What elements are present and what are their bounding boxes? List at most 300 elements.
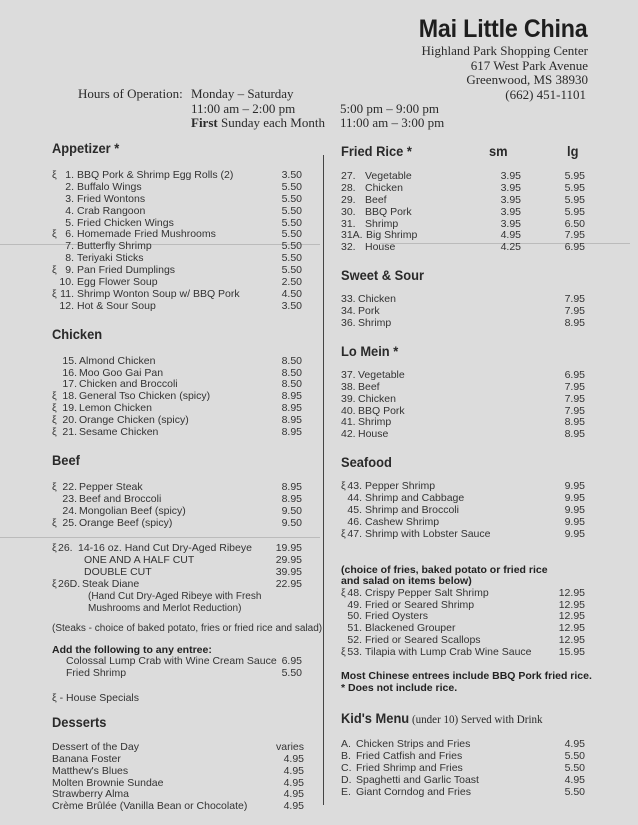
item-number: 18. <box>62 390 77 403</box>
item-price: 5.50 <box>281 228 302 241</box>
menu-item <box>341 195 591 207</box>
kids-menu-title: Kid's Menu <box>341 710 410 727</box>
item-name: Shrimp <box>358 317 392 330</box>
item-number: 4. <box>65 204 74 217</box>
item-price-large: 5.95 <box>564 170 585 182</box>
item-number: B. <box>341 749 351 762</box>
item-price: 4.95 <box>283 752 304 765</box>
item-name: Vegetable <box>358 368 405 381</box>
item-number: 8. <box>65 252 74 265</box>
hours-days: Monday – Saturday <box>191 86 294 101</box>
section-title-chicken: Chicken <box>52 325 103 342</box>
item-price: 7.95 <box>564 305 585 318</box>
item-number: 11. <box>60 287 74 300</box>
item-name: Colossal Lump Crab with Wine Cream Sauce <box>66 655 277 668</box>
addon-list <box>52 656 308 680</box>
item-price: 5.50 <box>281 252 302 265</box>
item-price-large: 5.95 <box>564 193 585 206</box>
item-name: Buffalo Wings <box>77 180 142 193</box>
item-name: House <box>358 428 389 441</box>
item-number: 52. <box>347 634 362 647</box>
choice-note-line: and salad on items below) <box>341 575 472 588</box>
item-number: 10. <box>59 276 74 289</box>
item-number: 27. <box>341 170 356 182</box>
item-name: Spaghetti and Garlic Toast <box>356 773 479 786</box>
item-name: Mongolian Beef (spicy) <box>79 504 186 517</box>
item-number: 25. <box>62 516 77 529</box>
item-name: Chicken <box>358 293 396 306</box>
item-price: 8.50 <box>281 354 302 367</box>
item-price: 4.95 <box>283 776 304 789</box>
item-number: 50. <box>347 610 362 623</box>
house-special-icon: ξ <box>52 402 57 415</box>
item-price: 15.95 <box>558 646 585 659</box>
item-price: 8.50 <box>281 366 302 379</box>
item-price: 8.95 <box>564 317 585 330</box>
item-price-small: 3.95 <box>500 193 521 206</box>
item-name: Sesame Chicken <box>79 426 159 439</box>
item-price: 4.95 <box>283 800 304 813</box>
item-price: 4.50 <box>281 287 302 300</box>
item-price-large: 6.50 <box>564 217 585 230</box>
menu-item <box>52 766 308 778</box>
item-number: E. <box>341 785 351 798</box>
item-name: Big Shrimp <box>366 229 418 242</box>
item-price: 29.95 <box>275 554 302 567</box>
item-number: 16. <box>62 366 77 379</box>
item-number: 32. <box>341 241 356 254</box>
item-price: 5.50 <box>281 216 302 229</box>
item-price: 12.95 <box>558 586 585 599</box>
item-number: 36. <box>341 317 356 330</box>
item-name: Chicken <box>365 181 403 194</box>
item-name: Hot & Sour Soup <box>77 299 156 312</box>
menu-item <box>341 183 591 195</box>
fried-rice-header <box>341 143 591 159</box>
hours-dinner: 5:00 pm – 9:00 pm <box>340 100 439 116</box>
house-special-icon: ξ <box>52 264 57 277</box>
dessert-list <box>52 742 308 813</box>
menu-item <box>52 427 308 439</box>
item-name: Chicken and Broccoli <box>79 378 178 391</box>
item-number: 43. <box>347 480 362 493</box>
item-name: Crab Rangoon <box>77 204 146 217</box>
item-price: 19.95 <box>275 542 302 555</box>
fried-rice-list <box>341 171 591 254</box>
item-price: 8.95 <box>281 426 302 439</box>
item-price: varies <box>275 740 304 753</box>
item-name: Fried or Seared Scallops <box>365 634 481 647</box>
item-name: Fried Chicken Wings <box>77 216 174 229</box>
item-name: Shrimp Wonton Soup w/ BBQ Pork <box>77 287 240 300</box>
rice-note-line: Most Chinese entrees include BBQ Pork fried rice. <box>341 670 592 683</box>
item-number: 38. <box>341 380 356 393</box>
house-special-legend: ξ - House Specials <box>52 691 139 704</box>
hours-sunday <box>191 116 325 131</box>
kids-menu-subtitle: (under 10) Served with Drink <box>409 712 543 727</box>
item-number: 22. <box>62 480 77 493</box>
item-number: 39. <box>341 392 356 405</box>
item-name: Tilapia with Lump Crab Wine Sauce <box>365 646 532 659</box>
item-name: Moo Goo Gai Pan <box>79 366 164 379</box>
item-price: 8.95 <box>564 428 585 441</box>
house-special-icon: ξ <box>341 527 346 540</box>
item-name: Pork <box>358 305 380 318</box>
item-name: Orange Beef (spicy) <box>79 516 173 529</box>
item-name: Blackened Grouper <box>365 622 456 635</box>
item-price: 12.95 <box>558 622 585 635</box>
menu-item <box>52 182 308 194</box>
item-name: Egg Flower Soup <box>77 276 158 289</box>
item-name: Cashew Shrimp <box>365 515 440 528</box>
item-price: 12.95 <box>558 598 585 611</box>
house-special-icon: ξ <box>52 578 57 591</box>
item-name: Fried Oysters <box>365 610 429 623</box>
item-name: Shrimp and Cabbage <box>365 492 465 505</box>
item-number: D. <box>341 773 352 786</box>
item-name: Shrimp with Lobster Sauce <box>365 527 491 540</box>
item-name: ONE AND A HALF CUT <box>84 554 195 567</box>
item-price-small: 4.25 <box>500 241 521 254</box>
section-title-kids-menu <box>341 710 571 727</box>
item-price: 9.95 <box>564 480 585 493</box>
item-number: 23. <box>62 492 77 505</box>
addons-title: Add the following to any entree: <box>52 644 212 657</box>
house-special-icon: ξ <box>52 414 57 427</box>
item-price: 3.50 <box>281 169 302 181</box>
item-name: Orange Chicken (spicy) <box>79 414 189 427</box>
item-number: 1. <box>65 169 74 181</box>
item-number: 26D. <box>58 578 81 591</box>
item-name: Vegetable <box>365 170 412 182</box>
item-price: 5.50 <box>564 749 585 762</box>
item-name: Shrimp <box>365 217 399 230</box>
menu-item <box>341 529 591 541</box>
hours-sunday-bold: First <box>191 115 218 130</box>
item-price: 8.95 <box>281 390 302 403</box>
item-number: 15. <box>62 354 77 367</box>
menu-item <box>52 518 308 530</box>
item-name: Chicken <box>358 392 396 405</box>
chicken-list <box>52 356 308 439</box>
item-name: Fried Shrimp and Fries <box>356 761 463 774</box>
item-number: 2. <box>65 180 74 193</box>
item-price-small: 4.95 <box>500 229 521 242</box>
menu-item <box>341 763 591 775</box>
steak-note: (Steaks - choice of baked potato, fries or fried rice and salad) <box>52 623 323 635</box>
item-price: 5.50 <box>564 785 585 798</box>
item-number: 6. <box>65 228 74 241</box>
house-special-icon: ξ <box>341 646 346 659</box>
sweet-sour-list <box>341 294 591 330</box>
item-number: 30. <box>341 205 356 218</box>
section-title-desserts: Desserts <box>52 713 107 730</box>
item-name: DOUBLE CUT <box>84 566 152 579</box>
item-number: 37. <box>341 368 356 381</box>
item-price-small: 3.95 <box>500 181 521 194</box>
item-name: Shrimp and Broccoli <box>365 504 459 517</box>
item-price: 22.95 <box>275 578 302 591</box>
item-price-small: 3.95 <box>500 205 521 218</box>
item-number: 33. <box>341 293 356 306</box>
address-line: Highland Park Shopping Center <box>421 43 588 58</box>
item-price: 9.95 <box>564 492 585 505</box>
column-divider <box>323 155 324 805</box>
item-number: 31A. <box>341 229 363 242</box>
item-number: 41. <box>341 416 356 429</box>
item-number: 26. <box>58 542 73 555</box>
seafood-list <box>341 481 591 540</box>
item-name: Homemade Fried Mushrooms <box>77 228 216 241</box>
house-special-icon: ξ <box>52 426 57 439</box>
item-price: 9.50 <box>281 516 302 529</box>
menu-item <box>341 429 591 441</box>
item-name: Almond Chicken <box>79 354 156 367</box>
house-special-icon: ξ <box>52 516 57 529</box>
menu-item <box>52 506 308 518</box>
item-name: Dessert of the Day <box>52 740 139 753</box>
menu-item <box>52 494 308 506</box>
section-title-beef: Beef <box>52 451 80 468</box>
item-price-large: 6.95 <box>564 241 585 254</box>
item-name: Fried Catfish and Fries <box>356 749 463 762</box>
item-price: 4.95 <box>564 773 585 786</box>
address-line: 617 West Park Avenue <box>470 57 588 73</box>
item-price: 5.50 <box>564 761 585 774</box>
item-number: 34. <box>341 305 356 318</box>
address-line: Greenwood, MS 38930 <box>466 72 588 87</box>
rice-note-line: * Does not include rice. <box>341 682 458 695</box>
item-number: A. <box>341 738 351 751</box>
seafood-choice-note <box>341 565 591 588</box>
menu-item <box>341 242 591 254</box>
item-name: Beef and Broccoli <box>79 492 162 505</box>
section-title-seafood: Seafood <box>341 454 392 471</box>
menu-item <box>341 370 591 382</box>
item-name: Fried or Seared Shrimp <box>365 598 475 611</box>
item-price: 7.95 <box>564 392 585 405</box>
hours-lunch: 11:00 am – 2:00 pm <box>191 100 296 116</box>
item-number: C. <box>341 761 352 774</box>
item-name: Beef <box>365 193 387 206</box>
item-price: 6.95 <box>281 655 302 668</box>
item-price: 7.95 <box>564 404 585 417</box>
item-number: 3. <box>65 192 74 205</box>
fried-rice-col-lg: lg <box>567 143 579 159</box>
item-name: Fried Wontons <box>77 192 146 205</box>
house-special-icon: ξ <box>52 228 57 241</box>
restaurant-address <box>406 44 588 102</box>
item-name: Chicken Strips and Fries <box>356 738 471 751</box>
item-price: 8.95 <box>564 416 585 429</box>
steak-diane-desc-line: (Hand Cut Dry-Aged Ribeye with Fresh <box>88 591 262 603</box>
item-price: 8.95 <box>281 480 302 493</box>
menu-item <box>341 588 591 600</box>
menu-item <box>52 194 308 206</box>
item-number: 20. <box>62 414 77 427</box>
restaurant-phone: (662) 451-1101 <box>505 86 586 102</box>
kids-menu-list <box>341 739 591 798</box>
item-name: Molten Brownie Sundae <box>52 776 164 789</box>
item-name: Steak Diane <box>82 578 140 591</box>
item-price-large: 5.95 <box>564 205 585 218</box>
steak-diane-desc-line: Mushrooms and Merlot Reduction) <box>88 603 242 615</box>
item-number: 40. <box>341 404 356 417</box>
item-number: 53. <box>347 646 362 659</box>
menu-item <box>52 742 308 754</box>
item-name: Butterfly Shrimp <box>77 240 152 253</box>
house-special-icon: ξ <box>341 480 346 493</box>
item-name: Crème Brûlée (Vanilla Bean or Chocolate) <box>52 800 248 813</box>
item-price: 5.50 <box>281 180 302 193</box>
item-name: Pepper Shrimp <box>365 480 436 493</box>
item-name: Pepper Steak <box>79 480 143 493</box>
item-price: 3.50 <box>281 299 302 312</box>
item-price: 2.50 <box>281 276 302 289</box>
choice-note-line: (choice of fries, baked potato or fried rice <box>341 563 548 576</box>
menu-item <box>341 318 591 330</box>
item-price: 12.95 <box>558 610 585 623</box>
section-title-appetizer: Appetizer * <box>52 140 120 156</box>
item-price: 8.50 <box>281 378 302 391</box>
menu-item <box>52 579 308 591</box>
item-price: 5.50 <box>281 264 302 277</box>
item-number: 46. <box>347 515 362 528</box>
item-number: 9. <box>65 264 74 277</box>
item-number: 24. <box>62 504 77 517</box>
menu-item <box>341 207 591 219</box>
menu-item <box>52 289 308 301</box>
menu-item <box>52 754 308 766</box>
item-number: 21. <box>62 426 77 439</box>
lo-mein-list <box>341 370 591 441</box>
item-price: 7.95 <box>564 293 585 306</box>
hours-label: Hours of Operation: <box>78 86 183 101</box>
item-number: 31. <box>341 217 356 230</box>
item-number: 44. <box>347 492 362 505</box>
item-name: BBQ Pork <box>365 205 412 218</box>
seafood-entree-list <box>341 588 591 659</box>
section-title-fried-rice: Fried Rice * <box>341 143 412 159</box>
item-number: 51. <box>347 622 362 635</box>
menu-item <box>341 394 591 406</box>
menu-item <box>52 356 308 368</box>
right-column <box>341 143 591 799</box>
item-name: BBQ Pork & Shrimp Egg Rolls (2) <box>77 169 234 181</box>
item-price: 9.95 <box>564 515 585 528</box>
item-name: Crispy Pepper Salt Shrimp <box>365 586 489 599</box>
item-price: 12.95 <box>558 634 585 647</box>
menu-item <box>341 647 591 659</box>
menu-item <box>52 668 308 680</box>
item-name: Lemon Chicken <box>79 402 152 415</box>
item-name: 14-16 oz. Hand Cut Dry-Aged Ribeye <box>78 542 252 555</box>
item-price-large: 5.95 <box>564 181 585 194</box>
item-number: 17. <box>62 378 77 391</box>
item-number: 29. <box>341 193 356 206</box>
item-name: Teriyaki Sticks <box>77 252 144 265</box>
hours-evening <box>340 102 444 131</box>
menu-item <box>52 801 308 813</box>
item-price: 9.95 <box>564 504 585 517</box>
item-name: House <box>365 241 396 254</box>
restaurant-name: Mai Little China <box>419 15 588 43</box>
appetizer-list <box>52 170 308 313</box>
menu-item <box>52 301 308 313</box>
item-price-small: 3.95 <box>500 217 521 230</box>
house-special-icon: ξ <box>52 542 57 555</box>
item-name: Fried Shrimp <box>66 666 127 679</box>
item-price: 7.95 <box>564 380 585 393</box>
hours-sunday-text: Sunday each Month <box>217 115 325 130</box>
item-number: 42. <box>341 428 356 441</box>
menu-item <box>341 382 591 394</box>
item-price: 4.95 <box>564 738 585 751</box>
item-name: Giant Corndog and Fries <box>356 785 471 798</box>
fried-rice-col-sm: sm <box>489 143 508 159</box>
house-special-icon: ξ <box>52 169 57 181</box>
item-name: Shrimp <box>358 416 392 429</box>
item-name: Banana Foster <box>52 752 121 765</box>
item-name: General Tso Chicken (spicy) <box>79 390 211 403</box>
item-price: 8.95 <box>281 492 302 505</box>
item-number: 28. <box>341 181 356 194</box>
item-price: 4.95 <box>283 764 304 777</box>
steak-diane-description <box>52 591 308 615</box>
item-price-small: 3.95 <box>500 170 521 182</box>
item-number: 45. <box>347 504 362 517</box>
item-price: 5.50 <box>281 192 302 205</box>
rice-note <box>341 670 591 694</box>
item-name: Matthew's Blues <box>52 764 129 777</box>
section-title-lo-mein: Lo Mein * <box>341 342 399 359</box>
item-price-large: 7.95 <box>564 229 585 242</box>
item-number: 19. <box>62 402 77 415</box>
item-price: 9.95 <box>564 527 585 540</box>
item-price: 6.95 <box>564 368 585 381</box>
item-name: BBQ Pork <box>358 404 405 417</box>
item-price: 4.95 <box>283 788 304 801</box>
item-number: 12. <box>59 299 74 312</box>
left-column <box>52 140 323 813</box>
item-number: 47. <box>347 527 362 540</box>
hours-weekday <box>191 87 325 131</box>
menu-item <box>341 775 591 787</box>
beef-list <box>52 482 308 530</box>
item-name: Pan Fried Dumplings <box>77 264 176 277</box>
item-price: 5.50 <box>281 666 302 679</box>
item-number: 7. <box>65 240 74 253</box>
item-number: 5. <box>65 216 74 229</box>
menu-item <box>341 787 591 799</box>
restaurant-header <box>406 14 588 102</box>
house-special-icon: ξ <box>52 480 57 493</box>
house-special-icon: ξ <box>52 287 57 300</box>
menu-item <box>52 206 308 218</box>
item-price: 9.50 <box>281 504 302 517</box>
steak-list <box>52 543 308 591</box>
section-title-sweet-sour: Sweet & Sour <box>341 267 425 284</box>
item-price: 39.95 <box>275 566 302 579</box>
item-price: 8.95 <box>281 402 302 415</box>
item-name: Beef <box>358 380 380 393</box>
item-price: 5.50 <box>281 204 302 217</box>
item-price: 8.95 <box>281 414 302 427</box>
item-number: 48. <box>347 586 362 599</box>
item-price: 5.50 <box>281 240 302 253</box>
item-name: Strawberry Alma <box>52 788 130 801</box>
house-special-icon: ξ <box>341 586 346 599</box>
